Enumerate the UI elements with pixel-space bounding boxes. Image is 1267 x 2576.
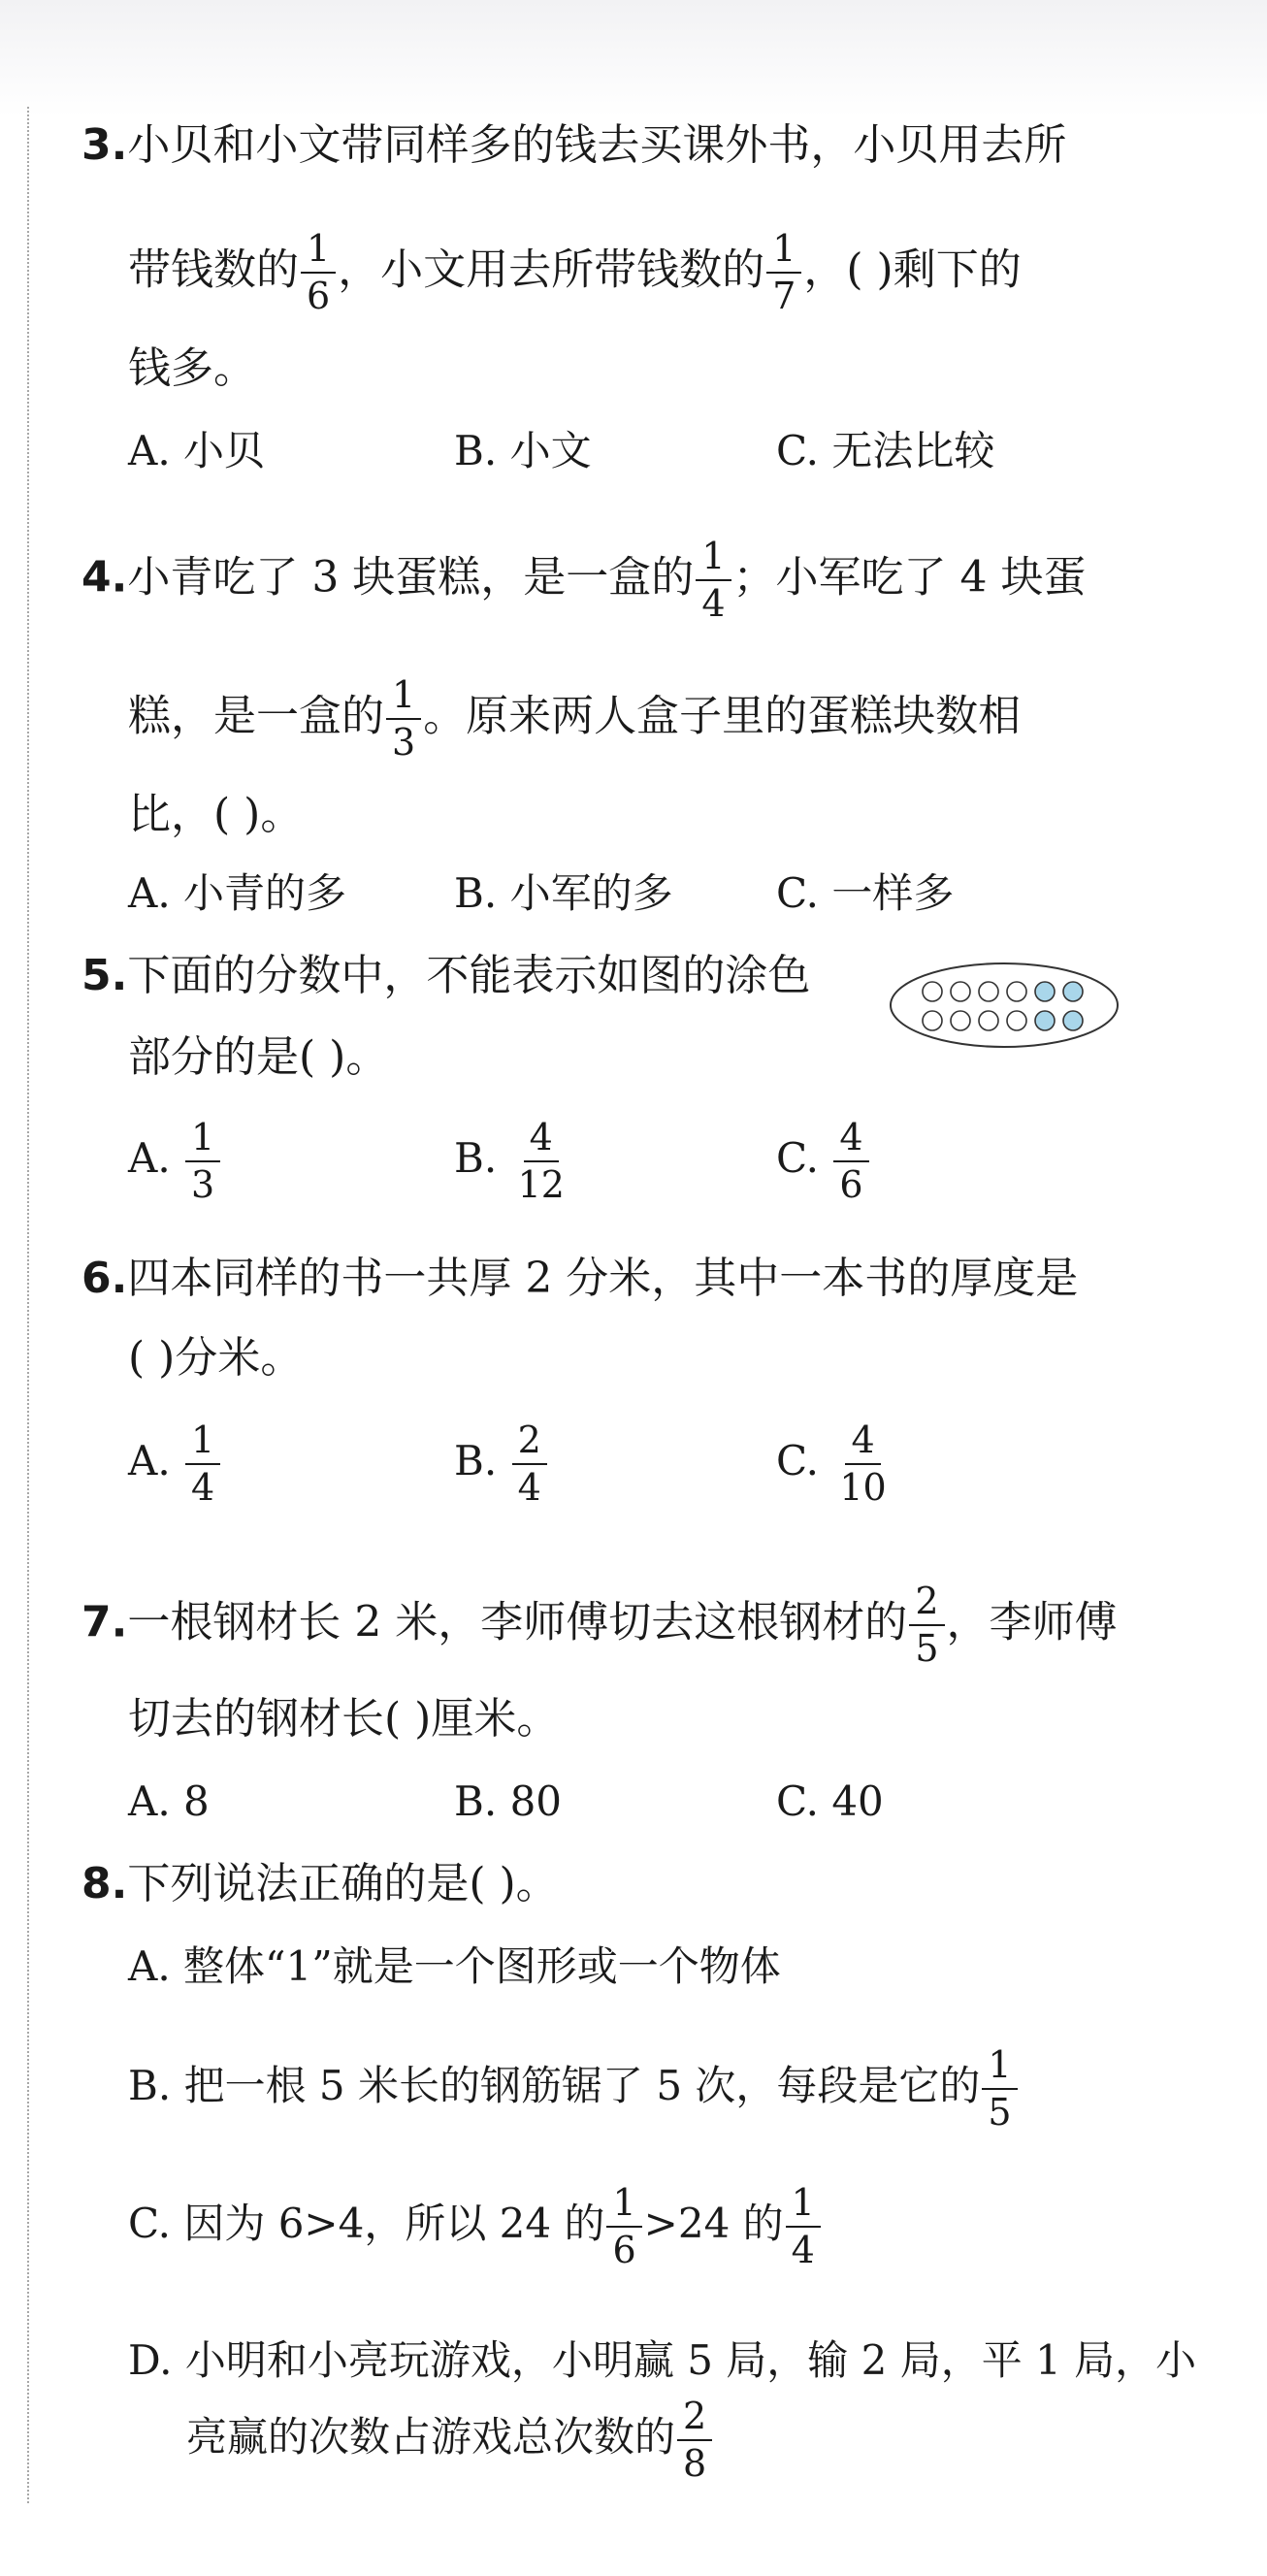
stem-text: 一根钢材长 2 米，李师傅切去这根钢材的 [127, 1597, 908, 1647]
unshaded-circle [979, 1011, 998, 1030]
fraction [833, 1420, 892, 1508]
option-text: >24 的 [643, 2200, 784, 2248]
question-4 [81, 537, 1086, 624]
question-number: 4. [81, 552, 128, 603]
page-header-shade [0, 0, 1267, 116]
question-4-line-2 [128, 675, 1021, 763]
question-number: 6. [81, 1254, 128, 1303]
numerator: 1 [766, 229, 801, 274]
fraction [606, 2183, 641, 2270]
denominator: 6 [612, 2229, 636, 2272]
denominator: 6 [307, 275, 331, 318]
denominator: 6 [839, 1163, 863, 1207]
shaded-circle [1063, 982, 1083, 1001]
stem-text: ，李师傅 [946, 1597, 1118, 1647]
binding-margin-line [27, 107, 29, 2503]
numerator: 4 [845, 1420, 880, 1465]
numerator: 2 [512, 1420, 547, 1465]
oval-outline [891, 963, 1118, 1047]
option-b [128, 2045, 1020, 2133]
question-6-line-2: ( )分米。 [128, 1333, 304, 1383]
option-label: B. [454, 1134, 498, 1183]
unshaded-circle [979, 982, 998, 1001]
option-a [128, 1420, 222, 1508]
question-3-line-3: 钱多。 [128, 343, 256, 393]
option-a: A. 小贝 [128, 427, 266, 474]
fraction [766, 229, 801, 316]
stem-text: 四本同样的书一共厚 2 分米，其中一本书的厚度是 [127, 1254, 1079, 1303]
question-5 [81, 951, 811, 1000]
option-b [454, 1420, 549, 1508]
numerator: 1 [982, 2045, 1017, 2090]
option-label: A. [128, 1134, 171, 1183]
stem-text-with-blank: ，( )剩下的 [803, 245, 1022, 295]
fraction [909, 1581, 944, 1669]
question-3-line-2 [128, 229, 1022, 316]
question-stem-line: 小贝和小文带同样多的钱去买课外书，小贝用去所 [127, 120, 1067, 170]
option-text: 亮赢的次数占游戏总次数的 [186, 2413, 676, 2462]
fraction [677, 2397, 712, 2484]
numerator: 1 [696, 537, 731, 581]
denominator: 4 [517, 1466, 541, 1510]
fraction [982, 2045, 1017, 2133]
option-a: A. 小青的多 [128, 869, 347, 917]
numerator: 2 [677, 2397, 712, 2441]
option-b: B. 小文 [454, 427, 592, 474]
denominator: 8 [683, 2442, 707, 2486]
option-c [776, 1118, 871, 1205]
stem-text: 小青吃了 3 块蛋糕，是一盒的 [127, 552, 695, 603]
option-a: A. 整体“1”就是一个图形或一个物体 [128, 1942, 781, 1990]
option-b: B. 小军的多 [454, 869, 673, 917]
numerator: 2 [909, 1581, 944, 1626]
numerator: 1 [301, 229, 336, 274]
shaded-circle [1035, 982, 1055, 1001]
fraction [185, 1118, 220, 1205]
denominator: 3 [191, 1163, 215, 1207]
question-7-line-2: 切去的钢材长( )厘米。 [128, 1694, 560, 1744]
stem-text: 糕，是一盒的 [128, 691, 384, 741]
stem-text: 下面的分数中，不能表示如图的涂色 [127, 951, 811, 1000]
fraction [786, 2183, 821, 2270]
option-label: B. [454, 1437, 498, 1485]
numerator: 1 [606, 2183, 641, 2228]
option-d: D. 小明和小亮玩游戏，小明赢 5 局，输 2 局，平 1 局，小 [128, 2336, 1197, 2384]
denominator: 4 [791, 2229, 815, 2272]
option-text: B. 把一根 5 米长的钢筋锯了 5 次，每段是它的 [128, 2062, 981, 2110]
question-number: 7. [81, 1597, 128, 1647]
question-6 [81, 1254, 1079, 1303]
unshaded-circle [951, 1011, 970, 1030]
fraction [185, 1420, 220, 1508]
denominator: 5 [988, 2091, 1012, 2135]
question-number: 5. [81, 951, 128, 1000]
option-b [454, 1118, 572, 1205]
numerator: 1 [185, 1420, 220, 1465]
question-4-line-3: 比，( )。 [128, 790, 304, 839]
stem-text: 带钱数的 [128, 245, 299, 295]
fraction [386, 675, 421, 763]
option-c: C. 无法比较 [776, 427, 995, 474]
stem-text: 。原来两人盒子里的蛋糕块数相 [423, 691, 1022, 741]
denominator: 5 [915, 1627, 939, 1671]
unshaded-circle [923, 982, 942, 1001]
numerator: 1 [386, 675, 421, 720]
option-d-line-2 [186, 2397, 714, 2484]
shaded-circle [1035, 1011, 1055, 1030]
fraction [512, 1420, 547, 1508]
fraction [512, 1118, 570, 1205]
denominator: 3 [392, 721, 416, 765]
denominator: 4 [701, 582, 726, 626]
option-a: A. 8 [128, 1777, 210, 1825]
question-7 [81, 1581, 1118, 1669]
option-c [776, 1420, 894, 1508]
option-a [128, 1118, 222, 1205]
question-8 [81, 1859, 559, 1908]
question-5-line-2: 部分的是( )。 [128, 1032, 389, 1082]
option-label: C. [776, 1134, 819, 1183]
option-c [128, 2183, 823, 2270]
denominator: 12 [517, 1163, 565, 1207]
question-number: 3. [81, 120, 128, 170]
denominator: 4 [191, 1466, 215, 1510]
shaded-circle [1063, 1011, 1083, 1030]
denominator: 7 [772, 275, 796, 318]
stem-text: ；小军吃了 4 块蛋 [732, 552, 1087, 603]
numerator: 4 [833, 1118, 868, 1162]
option-label: A. [128, 1437, 171, 1485]
stem-text: ，小文用去所带钱数的 [338, 245, 765, 295]
fraction [696, 537, 731, 624]
unshaded-circle [951, 982, 970, 1001]
numerator: 1 [185, 1118, 220, 1162]
option-label: C. [776, 1437, 819, 1485]
option-text: C. 因为 6>4，所以 24 的 [128, 2200, 605, 2248]
numerator: 4 [524, 1118, 559, 1162]
unshaded-circle [1007, 982, 1026, 1001]
unshaded-circle [923, 1011, 942, 1030]
question-3 [81, 120, 1067, 170]
option-c: C. 40 [776, 1777, 884, 1825]
fraction [301, 229, 336, 316]
option-c: C. 一样多 [776, 869, 955, 917]
numerator: 1 [786, 2183, 821, 2228]
dot-circles [923, 982, 1083, 1030]
option-b: B. 80 [454, 1777, 563, 1825]
fraction [833, 1118, 868, 1205]
question-number: 8. [81, 1859, 128, 1908]
denominator: 10 [839, 1466, 887, 1510]
dot-group-figure [888, 961, 1121, 1050]
stem-text: 下列说法正确的是( )。 [127, 1859, 559, 1908]
unshaded-circle [1007, 1011, 1026, 1030]
